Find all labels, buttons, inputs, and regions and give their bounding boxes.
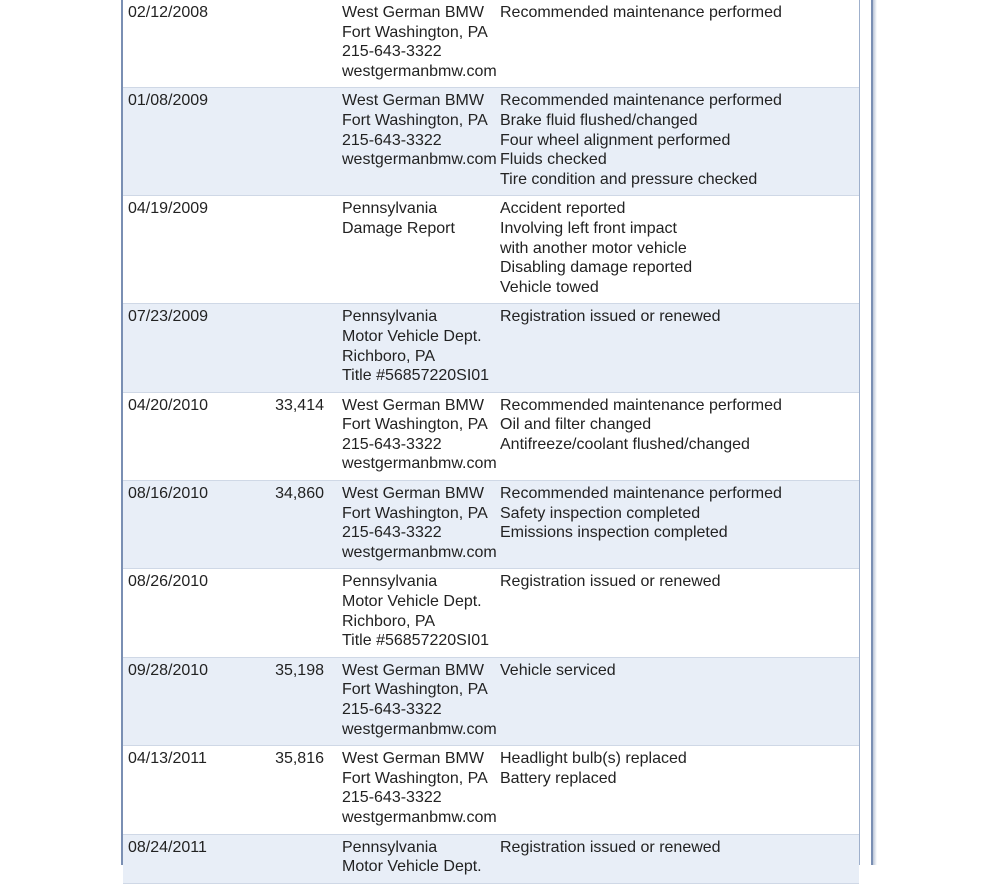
record-odometer: 35,198 [252, 657, 324, 745]
record-detail-line: Fluids checked [500, 151, 607, 169]
vehicle-history-body [123, 0, 859, 883]
record-source [324, 834, 500, 883]
history-panel [121, 0, 873, 876]
record-odometer [252, 834, 324, 883]
record-odometer [252, 88, 324, 196]
record-source-line: westgermanbmw.com [342, 62, 497, 80]
record-detail-line: Vehicle serviced [500, 661, 616, 679]
record-source-line: westgermanbmw.com [342, 720, 497, 738]
record-details [500, 569, 859, 657]
record-odometer: 34,860 [252, 481, 324, 569]
record-source-line: Fort Washington, PA [342, 769, 488, 787]
record-source [324, 569, 500, 657]
record-source-line: Pennsylvania [342, 573, 438, 591]
record-source-line: Fort Washington, PA [342, 23, 488, 41]
record-detail-line: Recommended maintenance performed [500, 396, 782, 414]
history-record-row [123, 0, 859, 88]
record-source-line: 215-643-3322 [342, 701, 442, 718]
record-source-line: Damage Report [342, 219, 455, 237]
record-date: 02/12/2008 [123, 0, 252, 88]
record-source-line: West German BMW [342, 4, 484, 21]
panel-inner-rule [859, 0, 860, 865]
record-source-lines [324, 199, 500, 238]
record-details [500, 196, 859, 304]
record-details [500, 304, 859, 392]
record-source-line: West German BMW [342, 750, 484, 768]
record-details [500, 834, 859, 883]
record-source-line: Richboro, PA [342, 612, 436, 630]
record-date: 04/20/2010 [123, 392, 252, 480]
record-source [324, 0, 500, 88]
panel-shadow [873, 0, 877, 865]
record-detail-line: Involving left front impact [500, 219, 677, 237]
record-source [324, 88, 500, 196]
record-detail-line: with another motor vehicle [500, 239, 687, 257]
record-odometer [252, 569, 324, 657]
record-source-line: Title #56857220SI01 [342, 367, 490, 385]
record-source-line: Fort Washington, PA [342, 416, 488, 434]
record-date: 09/28/2010 [123, 657, 252, 745]
record-source-line: 215-643-3322 [342, 435, 442, 453]
record-detail-line: Headlight bulb(s) replaced [500, 750, 687, 768]
history-record-row [123, 569, 859, 657]
record-source-line: westgermanbmw.com [342, 151, 497, 169]
record-date: 04/13/2011 [123, 746, 252, 834]
record-odometer: 35,816 [252, 746, 324, 834]
record-details [500, 657, 859, 745]
record-date: 08/24/2011 [123, 834, 252, 883]
record-source-line: 215-643-3322 [342, 524, 442, 542]
record-detail-line: Vehicle towed [500, 278, 599, 296]
record-source-line: Motor Vehicle Dept. [342, 593, 482, 611]
history-record-row [123, 304, 859, 392]
record-odometer [252, 196, 324, 304]
record-details [500, 0, 859, 88]
history-record-row [123, 481, 859, 569]
history-record-row [123, 88, 859, 196]
history-record-row [123, 746, 859, 834]
record-detail-line: Recommended maintenance performed [500, 485, 782, 503]
record-source-line: West German BMW [342, 92, 484, 110]
record-source-line: Fort Washington, PA [342, 681, 488, 699]
record-odometer [252, 0, 324, 88]
record-source-line: Title #56857220SI01 [342, 632, 490, 650]
record-date: 04/19/2009 [123, 196, 252, 304]
record-source-line: West German BMW [342, 661, 484, 679]
record-detail-line: Registration issued or renewed [500, 838, 721, 856]
record-source-line: westgermanbmw.com [342, 808, 497, 826]
record-detail-line: Recommended maintenance performed [500, 92, 782, 110]
record-detail-line: Emissions inspection completed [500, 524, 728, 542]
record-source-lines [324, 307, 500, 385]
record-details [500, 481, 859, 569]
record-source-lines [324, 484, 500, 562]
record-detail-line: Antifreeze/coolant flushed/changed [500, 435, 750, 453]
record-source-lines [324, 572, 500, 650]
record-source-line: 215-643-3322 [342, 789, 442, 807]
record-source-line: 215-643-3322 [342, 131, 442, 149]
record-source-line: 215-643-3322 [342, 43, 442, 61]
record-detail-line: Accident reported [500, 200, 626, 218]
history-record-row [123, 657, 859, 745]
record-odometer: 33,414 [252, 392, 324, 480]
history-record-row [123, 392, 859, 480]
record-source [324, 304, 500, 392]
record-detail-line: Registration issued or renewed [500, 573, 721, 591]
record-source-lines [324, 749, 500, 827]
record-detail-line: Recommended maintenance performed [500, 4, 782, 21]
record-date: 01/08/2009 [123, 88, 252, 196]
record-source-line: Pennsylvania [342, 308, 438, 326]
record-source-line: Fort Washington, PA [342, 504, 488, 522]
record-source [324, 196, 500, 304]
record-source-lines [324, 3, 500, 81]
record-source-line: Richboro, PA [342, 347, 436, 365]
record-detail-line: Tire condition and pressure checked [500, 170, 758, 188]
record-source-line: Pennsylvania [342, 838, 438, 856]
history-record-row [123, 834, 859, 883]
record-details [500, 392, 859, 480]
record-source [324, 481, 500, 569]
record-date: 07/23/2009 [123, 304, 252, 392]
record-source [324, 657, 500, 745]
record-odometer [252, 304, 324, 392]
record-detail-line: Disabling damage reported [500, 259, 693, 277]
record-source-line: Motor Vehicle Dept. [342, 858, 482, 876]
record-source-lines [324, 91, 500, 169]
history-record-row [123, 196, 859, 304]
record-source [324, 392, 500, 480]
record-source-line: westgermanbmw.com [342, 543, 497, 561]
record-source [324, 746, 500, 834]
record-date: 08/26/2010 [123, 569, 252, 657]
record-detail-line: Registration issued or renewed [500, 308, 721, 326]
record-source-line: Pennsylvania [342, 200, 438, 218]
record-detail-line: Brake fluid flushed/changed [500, 111, 698, 129]
record-source-line: West German BMW [342, 396, 484, 414]
record-source-lines [324, 661, 500, 739]
record-source-line: Motor Vehicle Dept. [342, 327, 482, 345]
record-details [500, 746, 859, 834]
vehicle-history-table [123, 0, 859, 884]
record-details [500, 88, 859, 196]
record-detail-line: Battery replaced [500, 769, 617, 787]
record-detail-line: Safety inspection completed [500, 504, 701, 522]
record-source-line: West German BMW [342, 485, 484, 503]
record-detail-line: Four wheel alignment performed [500, 131, 731, 149]
record-source-lines [324, 396, 500, 474]
record-date: 08/16/2010 [123, 481, 252, 569]
record-source-line: Fort Washington, PA [342, 111, 488, 129]
record-source-line: westgermanbmw.com [342, 455, 497, 473]
record-source-lines [324, 838, 500, 877]
record-detail-line: Oil and filter changed [500, 416, 652, 434]
